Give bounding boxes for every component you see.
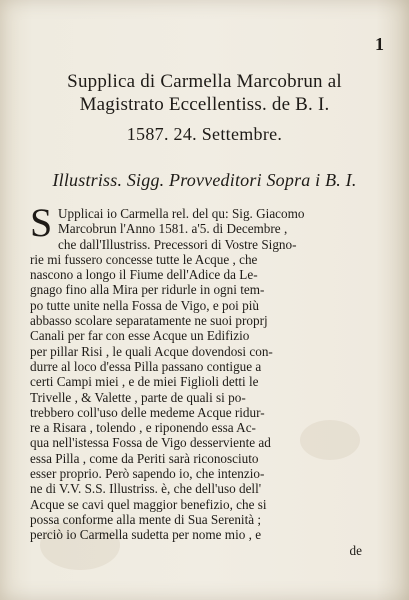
document-date: 1587. 24. Settembre. <box>126 124 283 144</box>
body-line: re a Risara , tolendo , e riponendo essa Ac- <box>30 420 256 436</box>
body-line: essa Pilla , come da Periti sarà riconosciuto <box>30 450 259 466</box>
body-line: che dall'Illustriss. Precessori di Vostre Signo- <box>58 236 297 252</box>
body-line: possa conforme alla mente di Sua Serenità ; <box>30 511 262 527</box>
body-line: rie mi fussero concesse tutte le Acque , che <box>30 251 258 267</box>
addressee-line: Illustriss. Sigg. Provveditori Sopra i B. I. <box>52 170 357 190</box>
body-line: ne di V.V. S.S. Illustriss. è, che dell'uso dell' <box>30 481 262 497</box>
body-line: Upplicai io Carmella rel. del qu: Sig. Giacomo <box>58 206 305 221</box>
body-line: certi Campi miei , e de miei Figlioli detti le <box>30 374 259 390</box>
body-line: gnago fino alla Mira per ridurle in ogni tem- <box>30 282 265 298</box>
body-line: nascono a longo il Fiume dell'Adice da Le- <box>30 267 258 283</box>
body-line: Trivelle , & Valette , parte de quali si po- <box>30 389 246 405</box>
document-title <box>0 70 409 116</box>
body-line: abbasso scolare separatamente ne suoi proprj <box>30 313 268 329</box>
title-line: Magistrato Eccellentiss. de B. I. <box>79 94 330 115</box>
catchword: de <box>349 542 362 558</box>
body-text <box>30 200 370 558</box>
drop-cap: S <box>30 200 53 245</box>
body-line: qua nell'istessa Fossa de Vigo desserviente ad <box>30 435 271 451</box>
page-number: 1 <box>375 34 384 54</box>
body-line: po tutte unite nella Fossa de Vigo, e poi più <box>30 297 259 313</box>
body-line: esser proprio. Però sapendo io, che intenzio- <box>30 466 265 482</box>
body-line: trebbero coll'uso delle medeme Acque ridur- <box>30 404 265 420</box>
body-line: per pillar Risi , le quali Acque dovendosi con- <box>30 343 273 359</box>
body-line: Canali per far con esse Acque un Edifizio <box>30 328 250 344</box>
title-line: Supplica di Carmella Marcobrun al <box>67 71 342 92</box>
body-line: Marcobrun l'Anno 1581. a'5. di Decembre , <box>58 221 288 237</box>
body-line: perciò io Carmella sudetta per nome mio , e <box>30 527 262 543</box>
body-line: durre al loco d'essa Pilla passano contigue a <box>30 358 262 374</box>
body-line: Acque se cavi quel maggior benefizio, che si <box>30 496 267 512</box>
